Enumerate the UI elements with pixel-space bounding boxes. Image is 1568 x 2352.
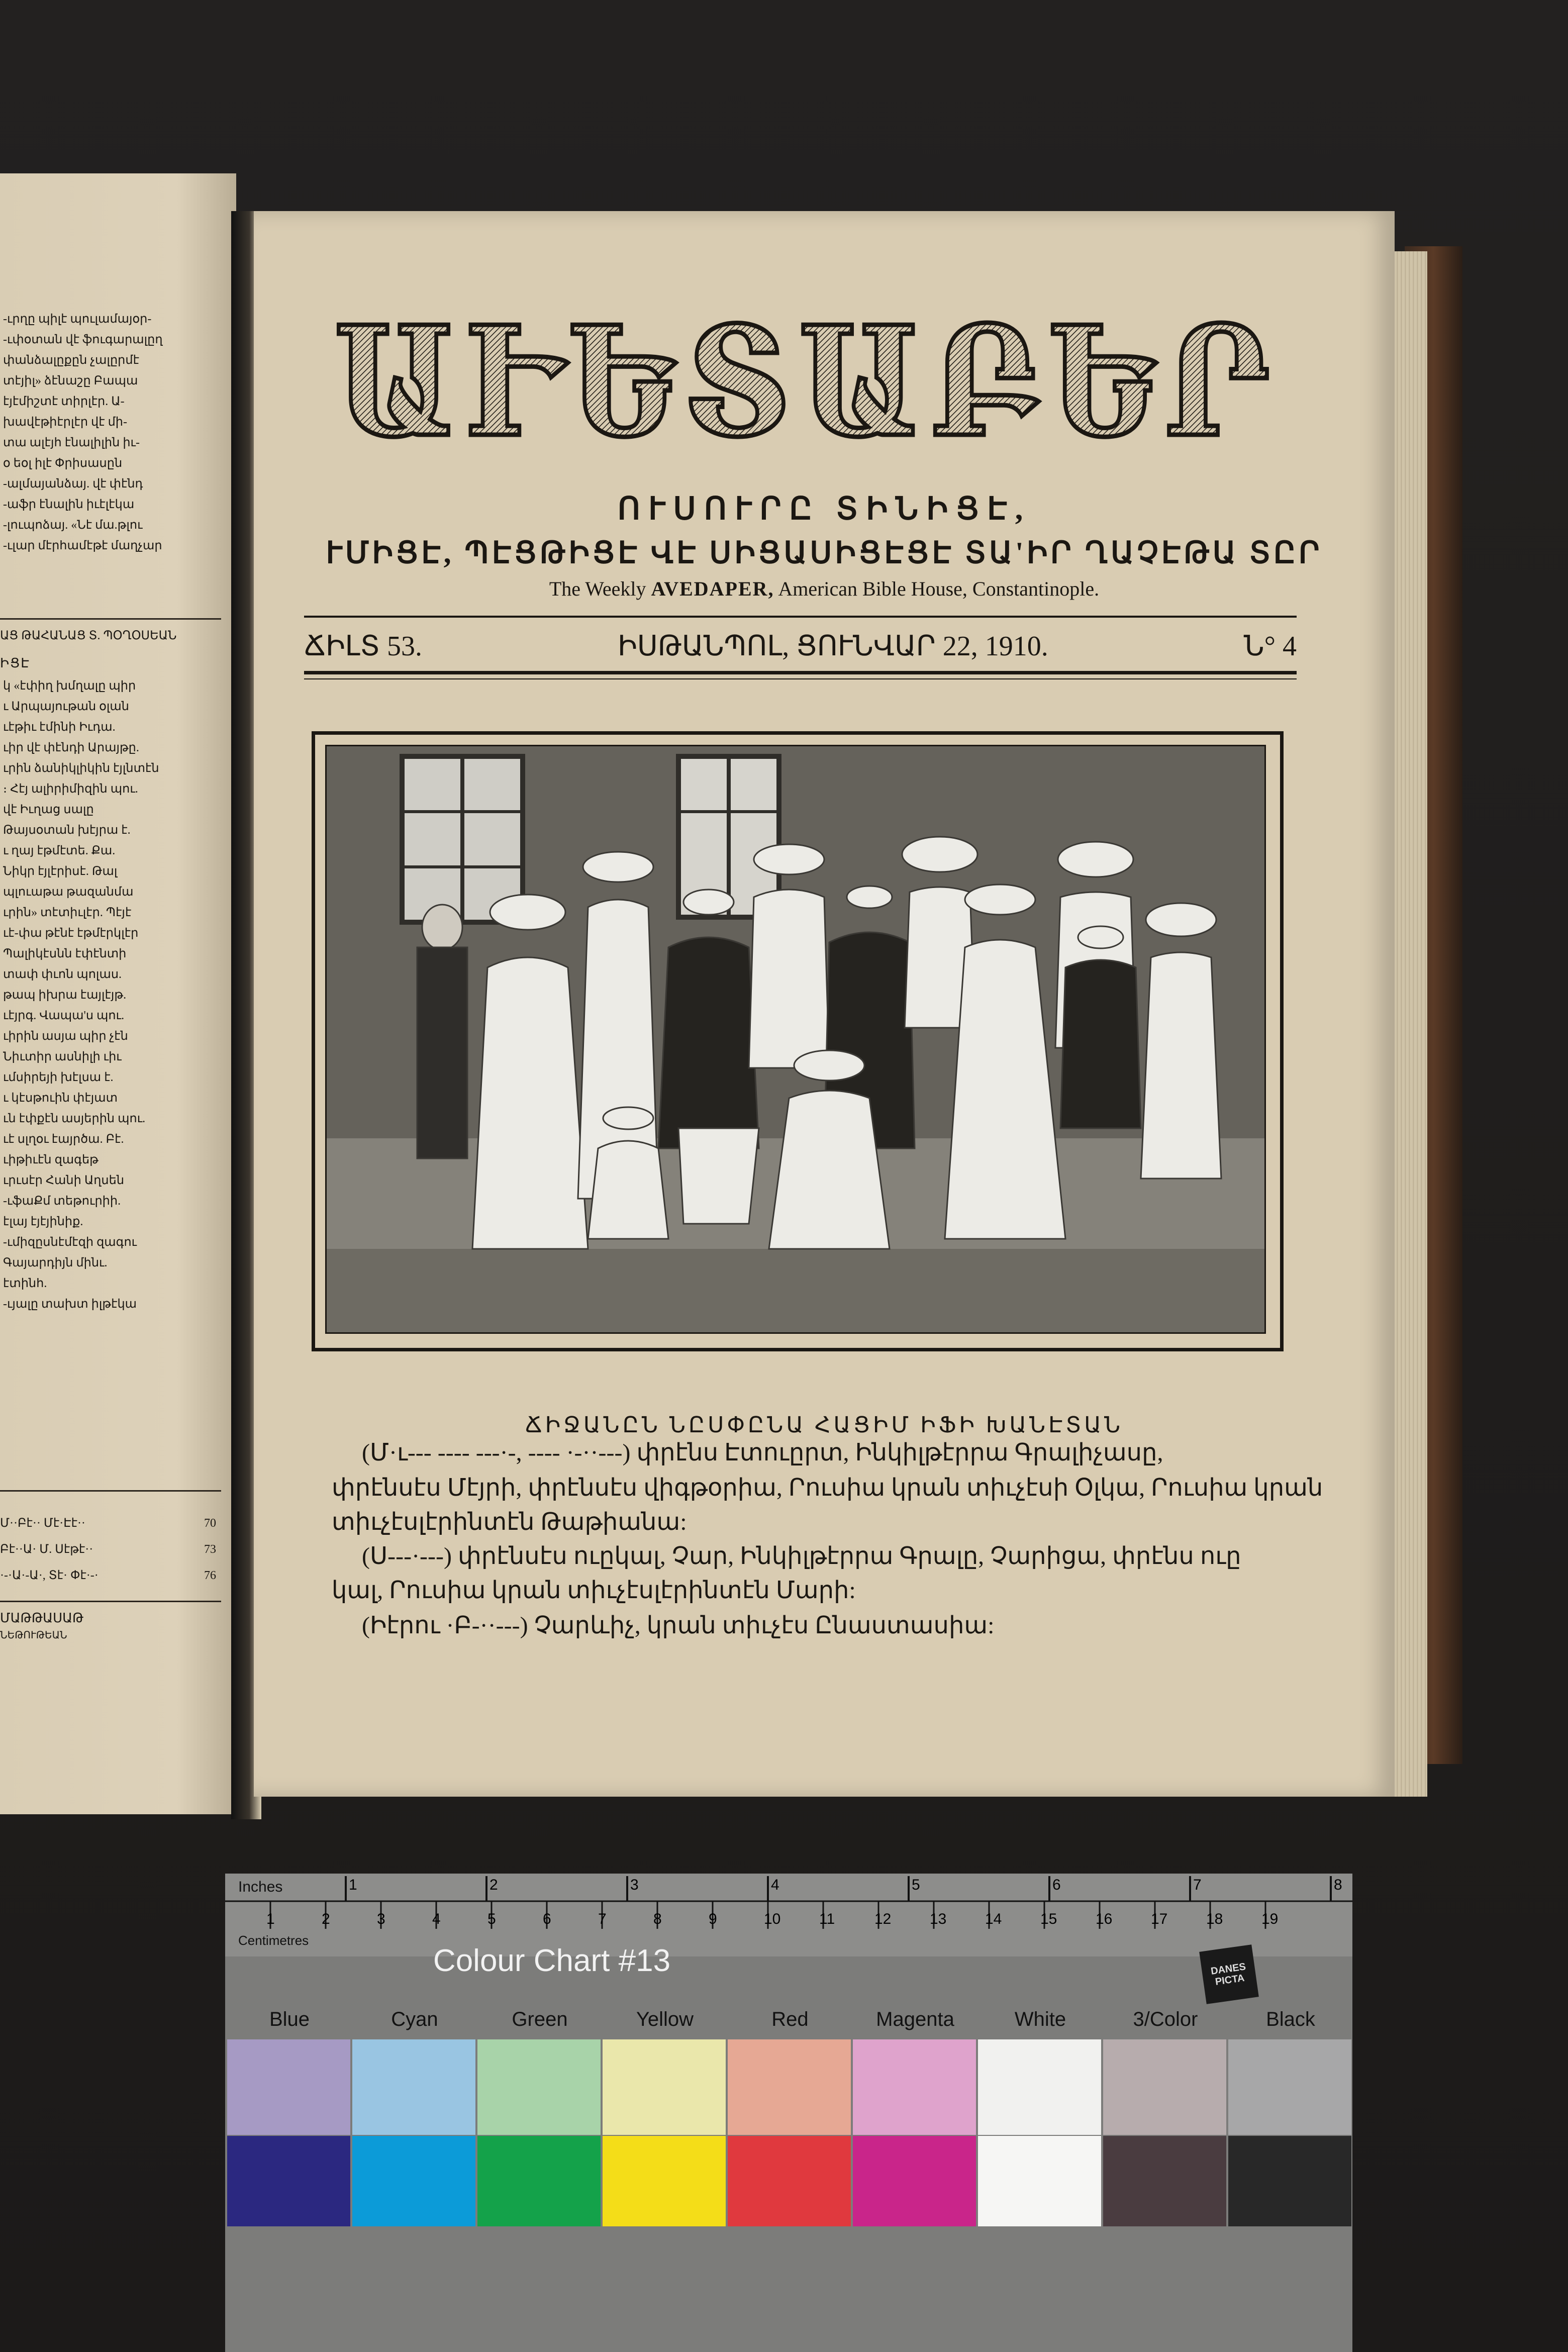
left-page-divider-3 bbox=[0, 1601, 221, 1602]
left-page-text-line: ւրւսէր Հանի Աղսեն bbox=[3, 1174, 125, 1187]
masthead-rule-bottom bbox=[304, 671, 1297, 674]
toc-section-heading: ՄԱԹԹԱՍԱԹ bbox=[0, 1611, 84, 1625]
caption-line-1: (Մ·ւ--- ---- ---·-, ---- ·-··---) փրէնս Էտուըրտ, Ինկիլթէրրա Գրալիչասը, bbox=[362, 1439, 1163, 1466]
swatch-tint bbox=[1103, 2039, 1226, 2135]
left-page-text-line: ւիրին ասյա պիր չէն bbox=[3, 1030, 128, 1043]
left-page-text-line: Պալիկէսնն էփէնտի bbox=[3, 947, 127, 960]
left-page-text-line: -ւյալը տախտ իլթէկա bbox=[3, 1298, 137, 1311]
toc-entry-title: Մ··Բէ·· Մէ·Էէ·· bbox=[0, 1517, 85, 1530]
danes-picta-logo: DANES PICTA bbox=[1199, 1944, 1259, 2004]
ruler-inch-label: 3 bbox=[630, 1877, 639, 1893]
group-photograph-image bbox=[327, 746, 1264, 1332]
issue-number: Ն° 4 bbox=[1243, 630, 1297, 662]
left-page-text-line: -ւմիզըսնէմէզի զագու bbox=[3, 1236, 137, 1249]
caption-line-6: (Իէրու ·Բ-··---) Չարևիչ, կրան տիւչէս Ընաստասիա: bbox=[362, 1612, 995, 1639]
ruler-inch-label: 8 bbox=[1334, 1877, 1342, 1893]
swatch-label: Green bbox=[512, 2008, 568, 2030]
caption-line-5: կալ, Րուսիա կրան տիւչէսլէրինտէն Մարի: bbox=[332, 1577, 856, 1604]
left-page-text-line: ւէ-փա թէնէ էթմէրկլէր bbox=[3, 927, 139, 940]
caption-line-3: տիւչէսլէրինտէն Թաթիանա: bbox=[332, 1509, 687, 1535]
masthead-rule-bottom-thin bbox=[304, 678, 1297, 679]
english-line-prefix: The Weekly bbox=[549, 577, 646, 600]
left-page-text-line: էյէմիշտէ տիրլէր. Ա- bbox=[3, 395, 125, 408]
toc-row bbox=[0, 1562, 221, 1589]
ruler-inch-label: 1 bbox=[349, 1877, 357, 1893]
toc-section-subheading: ՆԵԹՈՒԹԵԱՆ bbox=[0, 1630, 67, 1641]
swatch-solid bbox=[603, 2136, 726, 2226]
left-page-text-line: ւրին» տէտիւլէր. Պէյէ bbox=[3, 906, 132, 919]
left-page-article-subheading: ԻՑԷ bbox=[0, 656, 30, 670]
left-page-text-line: Թայսօտան խէյրա է. bbox=[3, 824, 131, 837]
ruler-cm-tick-label: 12 bbox=[874, 1911, 892, 1927]
left-page-text-line: օ եօլ իլէ Փրիսասըն bbox=[3, 457, 123, 470]
masthead-english-line bbox=[254, 577, 1395, 601]
swatch-solid bbox=[853, 2136, 976, 2226]
ruler-cm-label: Centimetres bbox=[238, 1933, 309, 1948]
masthead-rule-top bbox=[304, 616, 1297, 618]
left-page-text-line: -ալմայանձայ. վէ փէնդ bbox=[3, 477, 143, 491]
ruler-inch-label: 2 bbox=[489, 1877, 498, 1893]
issue-place-date: ԻՍԹԱՆՊՈԼ, ՑՈՒՆՎԱՐ 22, 1910. bbox=[618, 630, 1048, 662]
ruler-cm-tick-label: 3 bbox=[377, 1911, 385, 1927]
swatch-tint bbox=[728, 2039, 851, 2135]
swatch-label: Yellow bbox=[636, 2008, 694, 2030]
left-page-text-line: Նիկր էյլէրիսէ. Թալ bbox=[3, 865, 118, 878]
swatch-solid bbox=[1103, 2136, 1226, 2226]
left-page-text-line: փանձալըքըն չալըրմէ bbox=[3, 354, 139, 367]
left-page-text-line: տէյիլ» ձէնաշը Բապա bbox=[3, 374, 138, 387]
group-photograph bbox=[325, 745, 1266, 1334]
left-page-text-line: ։ Հէյ ալիրիմիզին պու. bbox=[3, 782, 138, 796]
toc-entry-title: Բէ··Ա· Մ. Սէթէ·· bbox=[0, 1543, 93, 1556]
masthead-subtitle-2: ՒՄԻՑԷ, ՊԷՑԹԻՑԷ ՎԷ ՍԻՑԱՍԻՑԷՑԷ ՏԱ'ԻՐ ՂԱՉԷԹԱ ՏԸՐ bbox=[326, 536, 1323, 569]
left-page-text-line: ւիթիւէն զագեթ bbox=[3, 1153, 99, 1166]
ruler-cm-tick-label: 17 bbox=[1151, 1911, 1168, 1927]
swatch-solid bbox=[227, 2136, 350, 2226]
english-line-title: AVEDAPER, bbox=[651, 577, 774, 600]
toc-row bbox=[0, 1536, 221, 1562]
ruler-cm-tick-label: 13 bbox=[930, 1911, 947, 1927]
left-page-text-line: տափ փւոն պոլաս. bbox=[3, 968, 122, 981]
swatch-solid bbox=[728, 2136, 851, 2226]
left-page-text-line: Գայարդիյն մինւ. bbox=[3, 1256, 108, 1269]
ruler-inch-label: 6 bbox=[1052, 1877, 1061, 1893]
ruler-cm-tick-label: 18 bbox=[1206, 1911, 1223, 1927]
toc-entry-page: 76 bbox=[204, 1569, 216, 1582]
issue-bar bbox=[304, 626, 1297, 666]
left-page-article-heading: ԱՑ ԹԱՀԱՆԱՑ Տ. ՊՕՂՕՍԵԱՆ bbox=[0, 629, 177, 642]
masthead-title bbox=[327, 293, 1287, 470]
left-page-text-line: վէ Իւղաց սալը bbox=[3, 803, 94, 816]
caption-line-4: (Ս---·---) փրէնսէս ուըկալ, Չար, Ինկիլթէրրա Գրալը, Չարիցա, փրէնս ուը bbox=[362, 1543, 1241, 1570]
left-page-text-line: պլուաթա թազանմա bbox=[3, 886, 134, 899]
left-page-text-line: կ «էփիղ խմղալը պիր bbox=[3, 679, 136, 693]
left-page-text-line: ւ Արպայութան օլան bbox=[3, 700, 129, 713]
swatch-solid bbox=[477, 2136, 601, 2226]
group-photograph-frame bbox=[312, 731, 1284, 1351]
ruler-cm-tick-label: 4 bbox=[432, 1911, 441, 1927]
colour-chart-title: Colour Chart #13 bbox=[433, 1943, 671, 1978]
left-page-text-line: ւէ սլղօւ էայրծա. Բէ. bbox=[3, 1133, 124, 1146]
swatch-tint bbox=[603, 2039, 726, 2135]
left-page-text-line: ւ կէսթուին փէյատ bbox=[3, 1092, 118, 1105]
swatch-tint bbox=[1228, 2039, 1351, 2135]
swatch-label: Cyan bbox=[391, 2008, 438, 2030]
swatch-label: Magenta bbox=[876, 2008, 954, 2030]
left-page-text-line: թապ իխրա էայլէյթ. bbox=[3, 989, 127, 1002]
left-page-text-line: խավէթիէրլէր վէ մի- bbox=[3, 416, 128, 429]
ruler-cm-tick-label: 14 bbox=[985, 1911, 1002, 1927]
left-page-text-line: տա ալէյհ էնալիլին իւ- bbox=[3, 436, 140, 449]
swatch-tint bbox=[477, 2039, 601, 2135]
left-page-text-line: ւրին ձանիկլիկին էյլնտէն bbox=[3, 762, 159, 775]
left-page-text-line: ւէթիւ էմինի Իւդա. bbox=[3, 721, 116, 734]
masthead-title-text: ԱՒԵՏԱԲԵՐ bbox=[334, 293, 1279, 470]
ruler-inch-label: 7 bbox=[1193, 1877, 1202, 1893]
ruler-inch-label: 5 bbox=[912, 1877, 920, 1893]
ruler-cm-tick-label: 5 bbox=[487, 1911, 496, 1927]
left-page-text-line: -ւփօտան վէ ֆուգարալըղ bbox=[3, 333, 163, 346]
left-page-text-line: էլայ էյէյինիք. bbox=[3, 1215, 83, 1228]
issue-volume: ՃԻԼՏ 53. bbox=[304, 630, 422, 662]
left-page-text-line: -աֆր էնալին իւէլէկա bbox=[3, 498, 135, 511]
toc-section-title bbox=[0, 1611, 221, 1641]
left-page-text-line: ւէյրգ. Վապա'ս պու. bbox=[3, 1009, 125, 1022]
left-page-divider bbox=[0, 618, 221, 620]
left-page-text-line: -լուպոձայ. «Նէ մա.թլու bbox=[3, 519, 143, 532]
left-page-text-line: ւիր վէ փէնդի Արայթը. bbox=[3, 741, 139, 754]
left-page-divider-2 bbox=[0, 1490, 221, 1492]
photo-caption-title: ՃԻՋԱՆԸՆ ՆԸՍՓԸՆԱ ՀԱՑԻՄ ԻՖԻ ԽԱՆԷՏԱՆ bbox=[525, 1413, 1124, 1437]
left-page-top-column bbox=[3, 309, 219, 556]
ruler-inches-label: Inches bbox=[238, 1879, 283, 1895]
swatch-solid bbox=[1228, 2136, 1351, 2226]
left-page-text-line: -ւֆաՔմ տեթուրիի. bbox=[3, 1195, 121, 1208]
left-page-text-line: ւն էփքէն ասյերին պու. bbox=[3, 1112, 146, 1125]
page-block-edge bbox=[1395, 251, 1427, 1797]
ruler-cm-tick-label: 16 bbox=[1096, 1911, 1113, 1927]
left-page-body-column bbox=[3, 676, 219, 1315]
masthead-subtitle-1: ՈՒՍՈՒՐԸ ՏԻՆԻՑԷ, bbox=[617, 492, 1031, 526]
swatch-tint bbox=[853, 2039, 976, 2135]
left-page-text-line: -ւրղը պիլէ պուլամայօր- bbox=[3, 313, 152, 326]
swatch-label: White bbox=[1014, 2008, 1066, 2030]
ruler-cm-tick-label: 8 bbox=[653, 1911, 662, 1927]
ruler-cm-tick-label: 10 bbox=[764, 1911, 781, 1927]
toc-entry-page: 70 bbox=[204, 1517, 216, 1530]
swatch-tint bbox=[978, 2039, 1101, 2135]
ruler-cm-tick-label: 7 bbox=[598, 1911, 607, 1927]
swatch-label: Red bbox=[771, 2008, 809, 2030]
ruler-cm-tick-label: 9 bbox=[709, 1911, 717, 1927]
ruler-cm-tick-label: 6 bbox=[543, 1911, 551, 1927]
table-of-contents bbox=[0, 1510, 221, 1589]
swatch-label: Black bbox=[1266, 2008, 1315, 2030]
toc-entry-title: ·-·Ա·-Ա·, Տէ· Փէ·-· bbox=[0, 1569, 99, 1582]
ruler-inch-label: 4 bbox=[771, 1877, 779, 1893]
left-page bbox=[0, 173, 236, 1814]
swatch-label: Blue bbox=[269, 2008, 310, 2030]
english-line-suffix: American Bible House, Constantinople. bbox=[778, 577, 1100, 600]
swatch-solid bbox=[352, 2136, 475, 2226]
left-page-text-line: ւ ղայ էթմէտե. Քա. bbox=[3, 844, 116, 857]
swatch-tint bbox=[227, 2039, 350, 2135]
left-page-text-line: -ւլար մէրհամէթէ մաղչար bbox=[3, 539, 162, 552]
caption-line-2: փրէնսէս Մէյրի, փրէնսէս վիգթօրիա, Րուսիա կրան տիւչէսի Օլկա, Րուսիա կրան bbox=[332, 1475, 1323, 1501]
toc-entry-page: 73 bbox=[204, 1543, 216, 1556]
left-page-text-line: էտինհ. bbox=[3, 1277, 47, 1290]
ruler-cm-tick-label: 15 bbox=[1040, 1911, 1057, 1927]
swatch-solid bbox=[978, 2136, 1101, 2226]
ruler-cm-tick-label: 2 bbox=[322, 1911, 330, 1927]
ruler-cm-tick-label: 11 bbox=[819, 1911, 835, 1927]
ruler-cm-tick-label: 19 bbox=[1261, 1911, 1279, 1927]
swatch-label: 3/Color bbox=[1133, 2008, 1198, 2030]
toc-row bbox=[0, 1510, 221, 1536]
left-page-text-line: Նիւտիր ասնիլի ւիւ bbox=[3, 1050, 122, 1063]
colour-chart bbox=[225, 1874, 1352, 2352]
left-page-text-line: ւմսիրեյի խէլսա է. bbox=[3, 1071, 114, 1084]
ruler-cm-tick-label: 1 bbox=[266, 1911, 275, 1927]
swatch-tint bbox=[352, 2039, 475, 2135]
masthead-title-graphic bbox=[327, 293, 1287, 470]
